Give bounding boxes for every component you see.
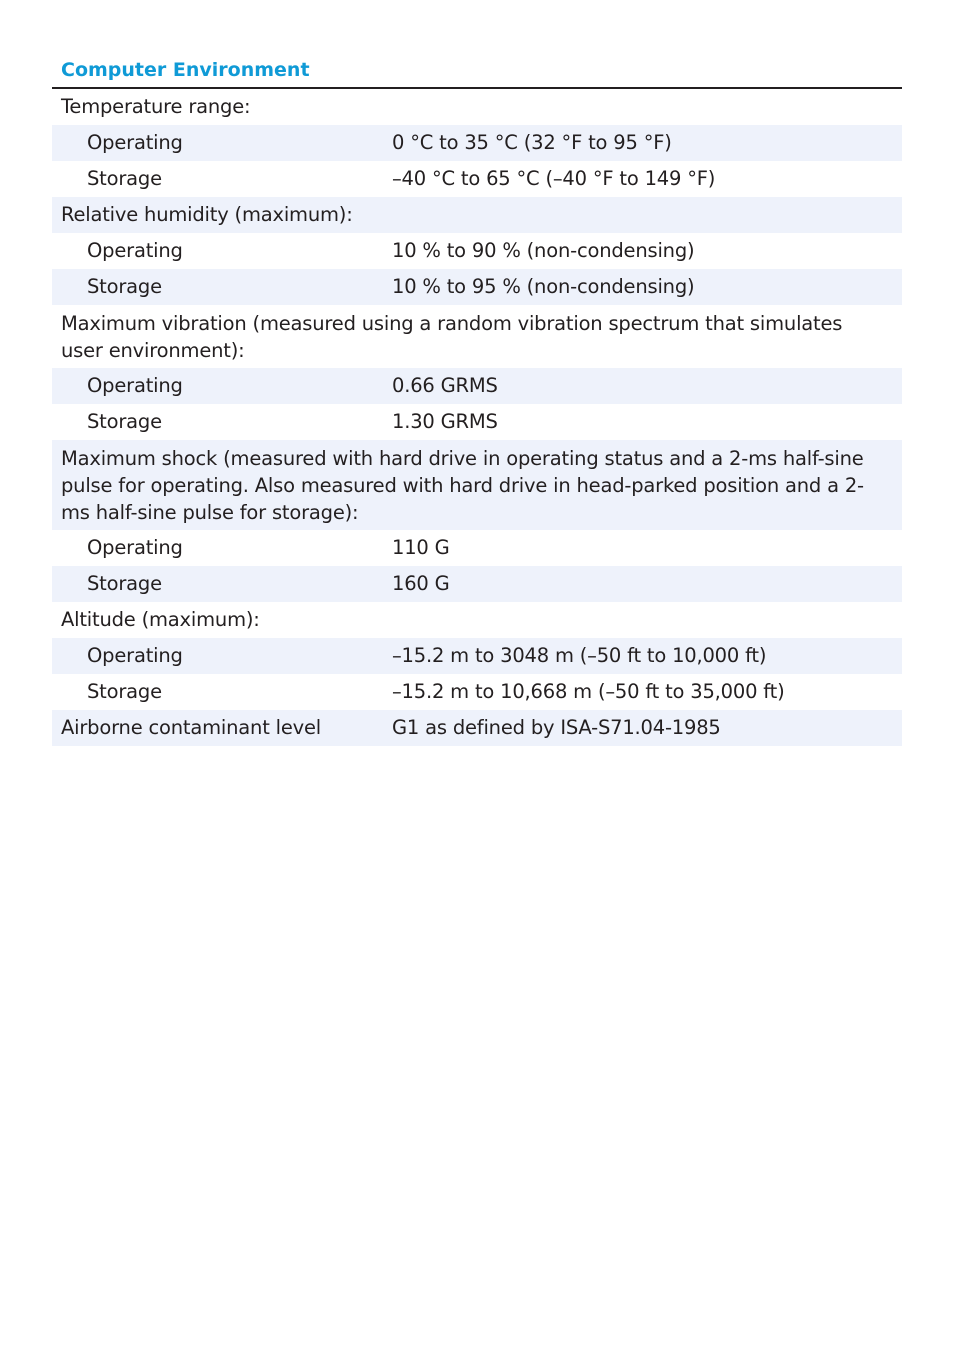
row-label: Operating (87, 374, 183, 397)
row-value: –40 °C to 65 °C (–40 °F to 149 °F) (392, 167, 716, 190)
table-row (52, 566, 902, 602)
row-label: Operating (87, 644, 183, 667)
row-label: Operating (87, 536, 183, 559)
row-value: 110 G (392, 536, 450, 559)
table-row (52, 674, 902, 710)
group-heading-humidity (52, 197, 902, 233)
row-value: 160 G (392, 572, 450, 595)
group-heading-label: Temperature range: (61, 95, 251, 118)
group-heading-label: Maximum shock (measured with hard drive in operating status and a 2-ms half-sine pulse for operating. Also measured with hard drive in head-parked position and a 2-ms half-sine pulse for storage): (61, 447, 864, 524)
row-value: –15.2 m to 3048 m (–50 ft to 10,000 ft) (392, 644, 767, 667)
row-value: 0.66 GRMS (392, 374, 498, 397)
row-value: 10 % to 90 % (non-condensing) (392, 239, 695, 262)
table-row (52, 233, 902, 269)
row-label: Storage (87, 167, 162, 190)
row-label: Storage (87, 680, 162, 703)
airborne-row (52, 710, 902, 746)
row-value: 0 °C to 35 °C (32 °F to 95 °F) (392, 131, 672, 154)
group-heading-altitude (52, 602, 902, 638)
table-row (52, 530, 902, 566)
row-value: –15.2 m to 10,668 m (–50 ft to 35,000 ft) (392, 680, 785, 703)
row-label: Airborne contaminant level (61, 716, 322, 739)
group-heading-label: Maximum vibration (measured using a random vibration spectrum that simulates user environment): (61, 312, 843, 362)
table-row (52, 368, 902, 404)
row-value: 1.30 GRMS (392, 410, 498, 433)
row-label: Storage (87, 275, 162, 298)
table-row (52, 638, 902, 674)
row-label: Operating (87, 239, 183, 262)
table-row (52, 125, 902, 161)
row-label: Operating (87, 131, 183, 154)
group-heading-label: Altitude (maximum): (61, 608, 260, 631)
spec-table (52, 89, 902, 746)
table-row (52, 404, 902, 440)
row-value: 10 % to 95 % (non-condensing) (392, 275, 695, 298)
group-heading-label: Relative humidity (maximum): (61, 203, 353, 226)
row-label: Storage (87, 410, 162, 433)
group-heading-vibration (52, 305, 902, 368)
section-title: Computer Environment (61, 59, 310, 81)
group-heading-shock (52, 440, 902, 530)
table-row (52, 269, 902, 305)
row-label: Storage (87, 572, 162, 595)
table-row (52, 161, 902, 197)
group-heading-temperature (52, 89, 902, 125)
row-value: G1 as defined by ISA-S71.04-1985 (392, 716, 721, 739)
